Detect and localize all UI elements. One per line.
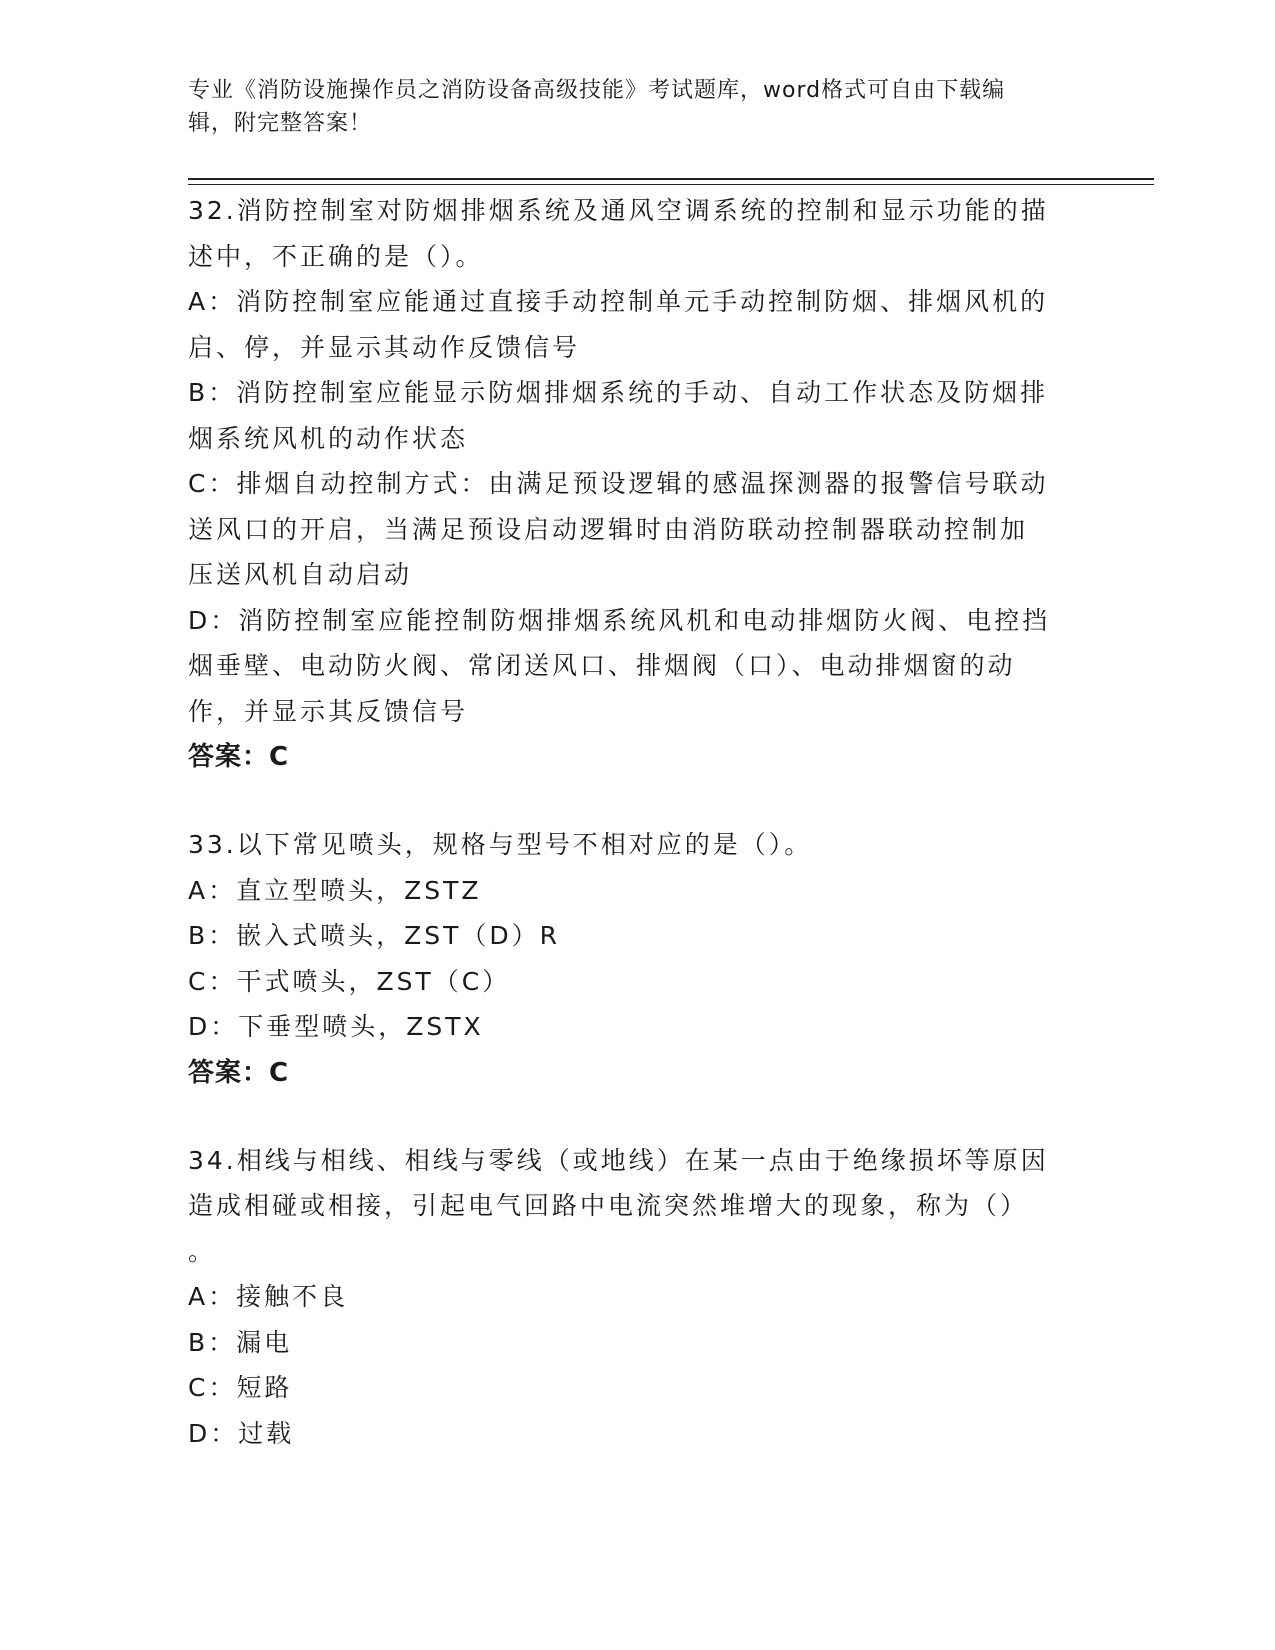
header-line-1: 专业《消防设施操作员之消防设备高级技能》考试题库，word格式可自由下载编 <box>188 78 1006 103</box>
option-line: 启、停，并显示其动作反馈信号 <box>188 332 581 362</box>
option-line: B：漏电 <box>188 1327 293 1357</box>
option-line: D：下垂型喷头，ZSTX <box>188 1012 484 1041</box>
question-stem-line: 34.相线与相线、相线与零线（或地线）在某一点由于绝缘损坏等原因 <box>188 1145 1049 1175</box>
option-line: A：直立型喷头，ZSTZ <box>188 875 482 905</box>
answer-line: 答案：C <box>188 1057 290 1088</box>
question-block <box>188 1138 1088 1457</box>
option-line: C：干式喷头，ZST（C） <box>188 966 511 996</box>
option-line: C：短路 <box>188 1373 293 1402</box>
option-line: B：嵌入式喷头，ZST（D）R <box>188 921 561 950</box>
option-line: D：消防控制室应能控制防烟排烟系统风机和电动排烟防火阀、电控挡 <box>188 605 1051 635</box>
option-line: B：消防控制室应能显示防烟排烟系统的手动、自动工作状态及防烟排 <box>188 378 1049 407</box>
question-list <box>188 188 1088 1498</box>
option-line: C：排烟自动控制方式：由满足预设逻辑的感温探测器的报警信号联动 <box>188 469 1049 498</box>
option-line: 烟垂壁、电动防火阀、常闭送风口、排烟阀（口）、电动排烟窗的动 <box>188 651 1016 680</box>
header-line-2: 辑，附完整答案！ <box>188 111 373 136</box>
option-line: A：接触不良 <box>188 1282 349 1311</box>
answer-line: 答案：C <box>188 742 290 772</box>
option-line: 烟系统风机的动作状态 <box>188 423 469 453</box>
header-divider-thick <box>188 178 1154 180</box>
option-line: D：过载 <box>188 1418 295 1448</box>
option-line: 作，并显示其反馈信号 <box>188 696 469 726</box>
question-block <box>188 822 1088 1096</box>
question-stem-line: 。 <box>188 1236 217 1266</box>
question-stem-line: 造成相碰或相接，引起电气回路中电流突然堆增大的现象，称为（） <box>188 1191 1029 1220</box>
option-line: 送风口的开启，当满足预设启动逻辑时由消防联动控制器联动控制加 <box>188 514 1029 544</box>
header-divider-thin <box>188 184 1154 185</box>
document-header <box>188 74 1068 140</box>
question-stem-line: 33.以下常见喷头，规格与型号不相对应的是（）。 <box>188 830 813 859</box>
question-stem-line: 32.消防控制室对防烟排烟系统及通风空调系统的控制和显示功能的描 <box>188 196 1049 225</box>
question-block <box>188 188 1088 780</box>
option-line: A：消防控制室应能通过直接手动控制单元手动控制防烟、排烟风机的 <box>188 287 1049 316</box>
option-line: 压送风机自动启动 <box>188 560 413 589</box>
question-stem-line: 述中，不正确的是（）。 <box>188 241 484 271</box>
